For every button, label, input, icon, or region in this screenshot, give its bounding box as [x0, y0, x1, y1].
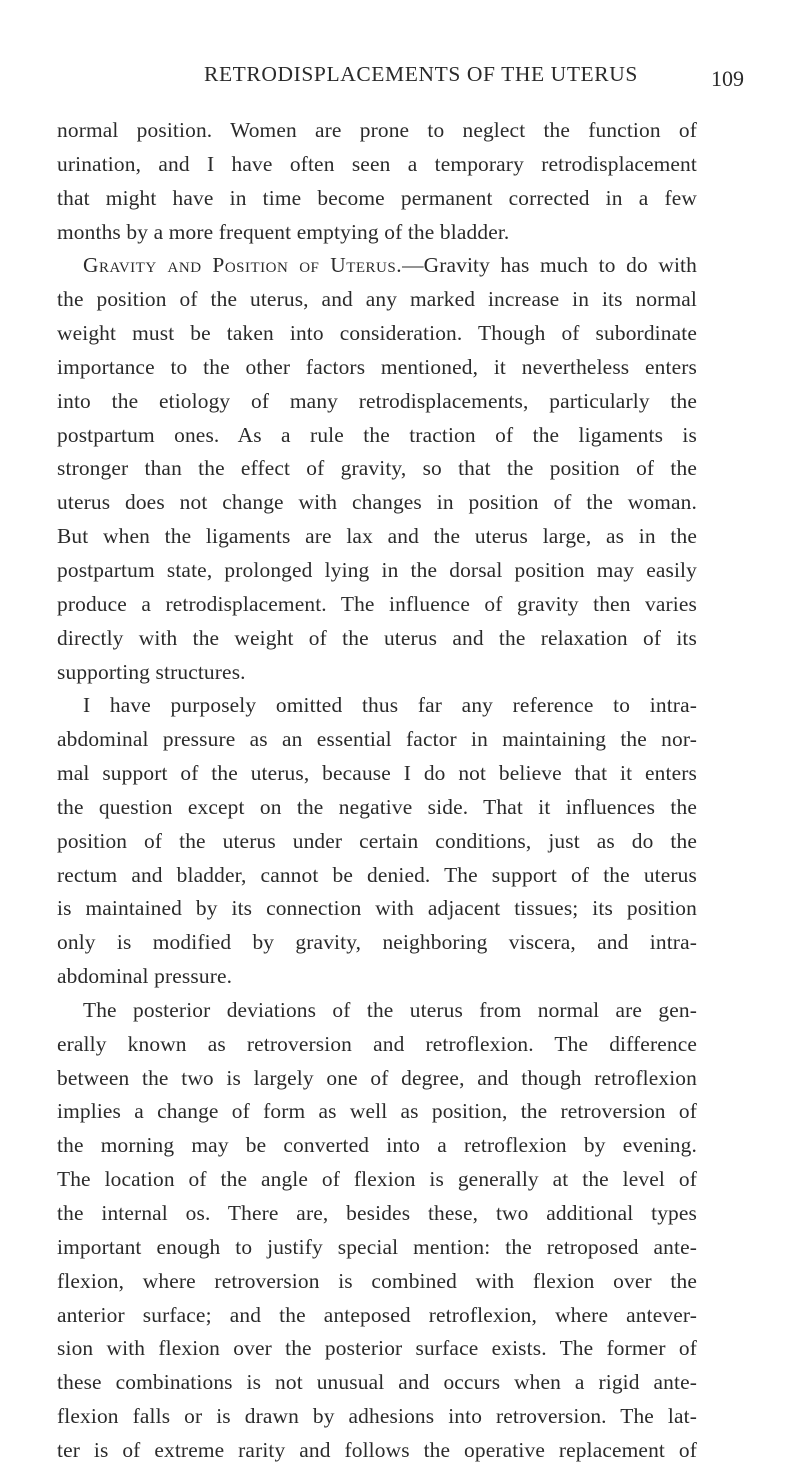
text-line: anterior surface; and the anteposed retroflexion, where antever-: [57, 1302, 697, 1327]
text-line: sion with flexion over the posterior surface exists. The former of: [57, 1336, 697, 1361]
text-line: flexion, where retroversion is combined with flexion over the: [57, 1268, 697, 1293]
text-line: stronger than the effect of gravity, so that the position of the: [57, 456, 697, 481]
text-line: months by a more frequent emptying of the bladder.: [57, 219, 510, 244]
text-line: I have purposely omitted thus far any reference to intra-: [83, 693, 697, 718]
text-line: The posterior deviations of the uterus from normal are gen-: [83, 997, 697, 1022]
text-line: importance to the other factors mentioned, it nevertheless enters: [57, 354, 697, 379]
text-line: uterus does not change with changes in position of the woman.: [57, 490, 697, 515]
text-line: is maintained by its connection with adjacent tissues; its position: [57, 896, 697, 921]
text-line: position of the uterus under certain conditions, just as do the: [57, 828, 697, 853]
text-line: normal position. Women are prone to neglect the function of: [57, 118, 697, 142]
text-line: into the etiology of many retrodisplacements, particularly the: [57, 388, 697, 413]
text-line: erally known as retroversion and retroflexion. The difference: [57, 1031, 697, 1056]
text-line: urination, and I have often seen a temporary retrodisplacement: [57, 151, 697, 176]
text-line: —Gravity has much to do with: [402, 253, 697, 278]
text-line: ter is of extreme rarity and follows the operative replacement of: [57, 1437, 697, 1462]
text-line: important enough to justify special mention: the retroposed ante-: [57, 1234, 697, 1259]
text-line: abdominal pressure.: [57, 964, 233, 989]
text-line: that might have in time become permanent corrected in a few: [57, 185, 697, 210]
text-line: the morning may be converted into a retroflexion by evening.: [57, 1133, 697, 1158]
text-line: rectum and bladder, cannot be denied. The support of the uterus: [57, 862, 697, 887]
text-line: weight must be taken into consideration. Though of subordinate: [57, 321, 697, 346]
text-line: The location of the angle of flexion is generally at the level of: [57, 1167, 697, 1192]
text-line: mal support of the uterus, because I do not believe that it enters: [57, 761, 697, 786]
text-line: between the two is largely one of degree, and though retroflexion: [57, 1065, 697, 1090]
text-line: postpartum ones. As a rule the traction of the ligaments is: [57, 422, 697, 447]
text-line: But when the ligaments are lax and the uterus large, as in the: [57, 524, 697, 549]
text-line: only is modified by gravity, neighboring viscera, and intra-: [57, 930, 697, 955]
text-line: directly with the weight of the uterus and the relaxation of its: [57, 625, 697, 650]
text-line: the question except on the negative side. That it influences the: [57, 794, 697, 819]
text-line: implies a change of form as well as position, the retroversion of: [57, 1099, 697, 1124]
text-line: the position of the uterus, and any marked increase in its normal: [57, 287, 697, 312]
text-line: supporting structures.: [57, 659, 246, 684]
section-heading-line: [57, 249, 697, 283]
body-text: [57, 114, 697, 1468]
text-line: these combinations is not unusual and occurs when a rigid ante-: [57, 1370, 697, 1395]
text-line: the internal os. There are, besides these, two additional types: [57, 1201, 697, 1225]
text-line: abdominal pressure as an essential factor in maintaining the nor-: [57, 727, 697, 752]
page-number: 109: [711, 66, 744, 91]
section-heading: Gravity and Position of Uterus.: [83, 253, 403, 278]
text-line: postpartum state, prolonged lying in the dorsal position may easily: [57, 557, 697, 582]
text-line: produce a retrodisplacement. The influence of gravity then varies: [57, 591, 697, 616]
text-line: flexion falls or is drawn by adhesions into retroversion. The lat-: [57, 1404, 697, 1429]
running-header: RETRODISPLACEMENTS OF THE UTERUS: [204, 62, 638, 86]
